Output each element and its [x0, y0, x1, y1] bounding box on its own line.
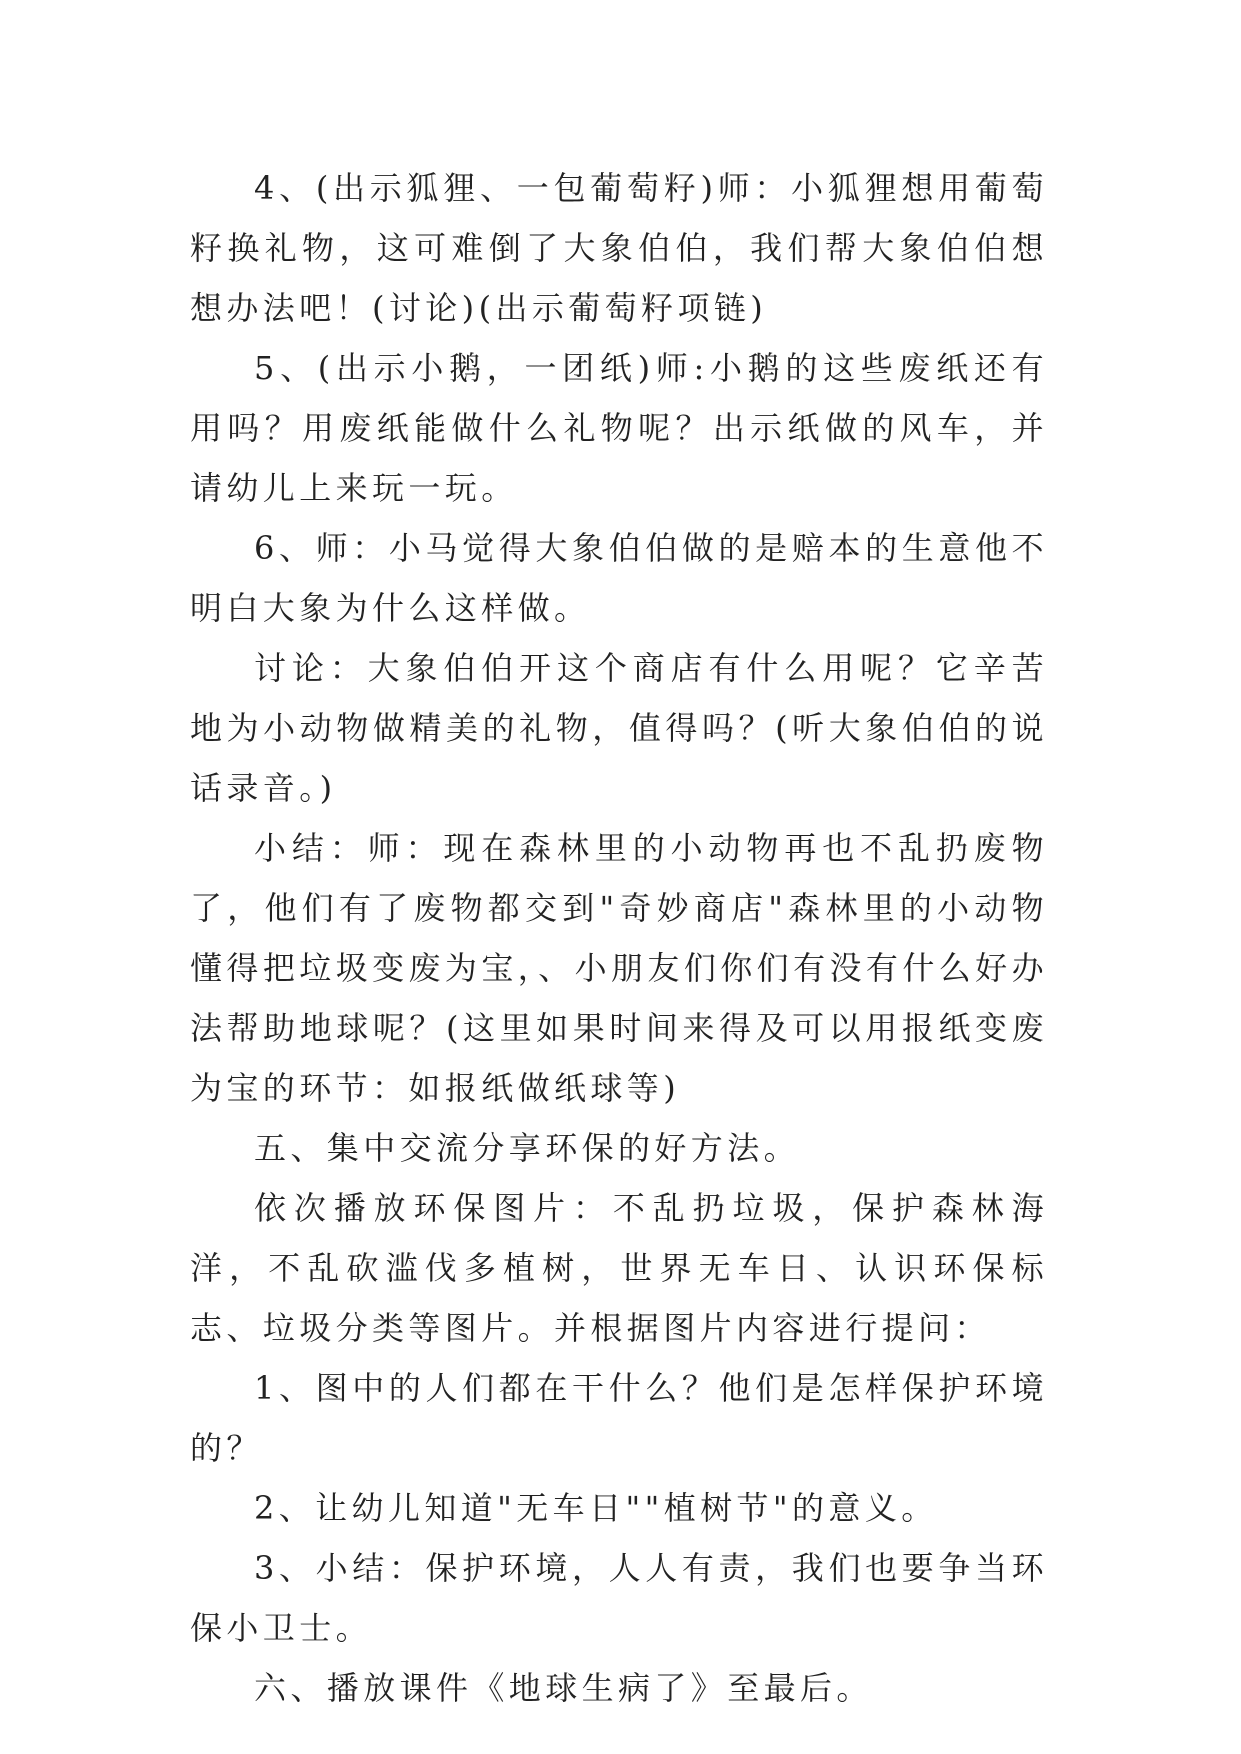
paragraph: 依次播放环保图片：不乱扔垃圾，保护森林海洋，不乱砍滥伐多植树，世界无车日、认识环保标志、垃圾分类等图片。并根据图片内容进行提问： — [190, 1189, 1048, 1347]
paragraph: 3、小结：保护环境，人人有责，我们也要争当环保小卫士。 — [190, 1549, 1048, 1647]
paragraph: 5、(出示小鹅，一团纸)师:小鹅的这些废纸还有用吗？用废纸能做什么礼物呢？出示纸做的风车，并请幼儿上来玩一玩。 — [190, 349, 1048, 507]
paragraph: 6、师：小马觉得大象伯伯做的是赔本的生意他不明白大象为什么这样做。 — [190, 529, 1048, 627]
paragraph: 2、让幼儿知道"无车日""植树节"的意义。 — [254, 1489, 938, 1527]
section-heading: 五、集中交流分享环保的好方法。 — [254, 1129, 801, 1167]
paragraph: 1、图中的人们都在干什么？他们是怎样保护环境的？ — [190, 1369, 1048, 1467]
document-body — [190, 158, 1048, 1718]
paragraph: 讨论：大象伯伯开这个商店有什么用呢？它辛苦地为小动物做精美的礼物，值得吗？(听大象伯伯的说话录音。) — [190, 649, 1048, 807]
paragraph: 4、(出示狐狸、一包葡萄籽)师：小狐狸想用葡萄籽换礼物，这可难倒了大象伯伯，我们帮大象伯伯想想办法吧！(讨论)(出示葡萄籽项链) — [190, 169, 1048, 327]
section-heading: 六、播放课件《地球生病了》至最后。 — [254, 1669, 873, 1707]
paragraph: 小结：师：现在森林里的小动物再也不乱扔废物了，他们有了废物都交到"奇妙商店"森林里的小动物懂得把垃圾变废为宝，、小朋友们你们有没有什么好办法帮助地球呢？(这里如果时间来得及可以用报纸变废为宝的环节：如报纸做纸球等) — [190, 829, 1048, 1107]
